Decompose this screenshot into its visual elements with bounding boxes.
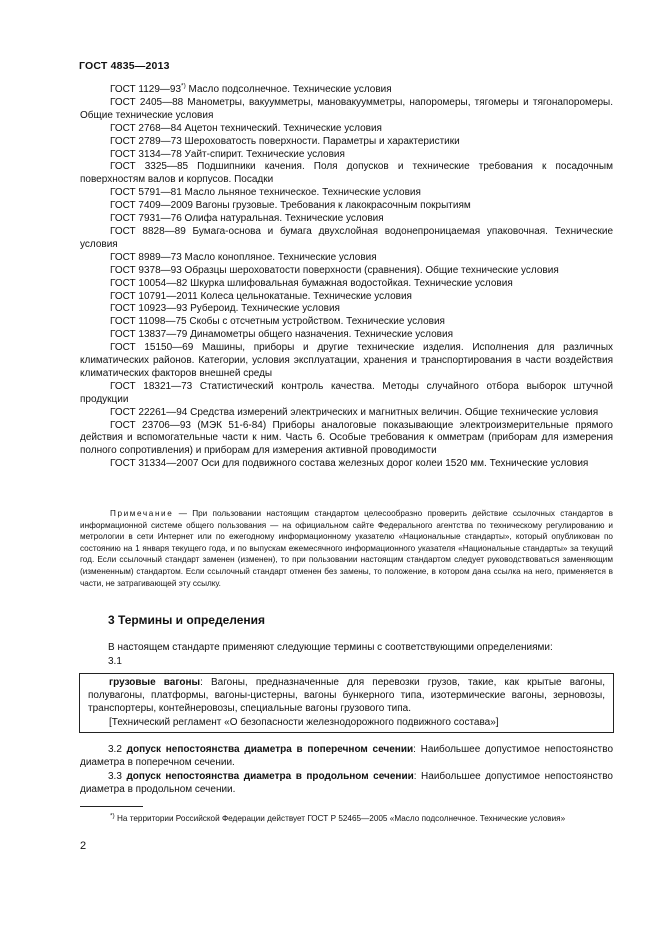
reference-item	[80, 458, 613, 471]
reference-title: Скобы с отсчетным устройством. Технические условия	[186, 316, 445, 328]
reference-code: ГОСТ 7409—2009	[110, 200, 193, 212]
note-text: — При пользовании настоящим стандартом целесообразно проверить действие ссылочных стандартов в информационной системе общего пользования — на официальном сайте Федерального агентства по техническому регулированию и метрологии в сети Интернет или по ежегодному информационному указателю «Национальные стандарты», который опубликован по состоянию на 1 января текущего года, и по выпускам ежемесячного информационного указателя «Национальные стандарты» за текущий год. Если ссылочный стандарт заменен (изменен), то при пользовании настоящим стандартом следует руководствоваться заменяющим (измененным) стандартом. Если ссылочный стандарт отменен без замены, то положение, в котором дана ссылка на него, применяется в части, не затрагивающей эту ссылку.	[80, 509, 613, 588]
term-number: 3.2	[108, 744, 122, 755]
term-item	[80, 770, 613, 796]
term-name: допуск непостоянства диаметра в продольном сечении	[126, 770, 414, 782]
reference-item	[80, 316, 613, 329]
reference-title: Манометры, вакуумметры, мановакуумметры, напоромеры, тягомеры и тягонапоромеры. Общие технические условия	[80, 96, 613, 121]
section-intro	[80, 641, 613, 668]
reference-code: ГОСТ 23706—93	[110, 419, 191, 431]
reference-item	[80, 265, 613, 278]
section-title: 3 Термины и определения	[108, 613, 266, 627]
term-number: 3.1	[108, 655, 122, 667]
reference-item	[80, 149, 613, 162]
reference-title: Шероховатость поверхности. Параметры и характеристики	[181, 135, 460, 147]
reference-code: ГОСТ 13837—79	[110, 329, 188, 341]
reference-title: Масло конопляное. Технические условия	[181, 251, 377, 263]
footnote-mark: *)	[181, 82, 186, 90]
reference-item	[80, 161, 613, 187]
reference-item	[80, 420, 613, 459]
footnote-mark: *)	[110, 812, 115, 820]
document-header: ГОСТ 4835—2013	[79, 60, 170, 72]
page-number: 2	[80, 840, 87, 852]
reference-title: Бумага-основа и бумага двухслойная водонепроницаемая упаковочная. Технические условия	[80, 225, 614, 250]
reference-item	[80, 278, 613, 291]
definition-text	[88, 676, 605, 716]
definition-box	[79, 673, 614, 733]
reference-title: Олифа натуральная. Технические условия	[181, 213, 384, 225]
reference-title: (МЭК 51-6-84) Приборы аналоговые показывающие электроизмерительные прямого действия и вспомогательные части к ним. Часть 6. Особые требования к омметрам (приборам для измерения полного сопротивления) и приборам для измерения активной проводимости	[80, 419, 613, 457]
reference-title: Динамометры общего назначения. Технические условия	[187, 329, 453, 341]
intro-text: В настоящем стандарте применяют следующие термины с соответствующими определениями:	[108, 642, 553, 653]
reference-item	[80, 342, 613, 381]
reference-title: Шкурка шлифовальная бумажная водостойкая. Технические условия	[187, 277, 513, 289]
term-definition: : Наибольшее допустимое непостоянство диаметра в продольном сечении.	[80, 770, 613, 796]
reference-item	[80, 226, 613, 252]
term-item	[80, 743, 613, 769]
reference-title: Подшипники качения. Поля допусков и технические требования к посадочным поверхностям валов и корпусов. Посадки	[80, 161, 613, 186]
definition-source: [Технический регламент «О безопасности железнодорожного подвижного состава»]	[109, 716, 499, 728]
reference-title: Оси для подвижного состава железных дорог колеи 1520 мм. Технические условия	[198, 458, 589, 470]
reference-title: Масло льняное техническое. Технические условия	[181, 187, 421, 199]
term-definition: : Вагоны, предназначенные для перевозки грузов, такие, как крытые вагоны, полувагоны, платформы, вагоны-цистерны, вагоны бункерного типа, изотермические вагоны, зерновозы, транспортеры, контейнеровозы, специальные вагоны грузового типа.	[88, 677, 605, 715]
reference-code: ГОСТ 10923—93	[110, 303, 188, 315]
reference-item	[80, 84, 613, 97]
reference-code: ГОСТ 2405—88	[110, 96, 184, 108]
reference-code: ГОСТ 5791—81	[110, 187, 182, 199]
reference-code: ГОСТ 2768—84	[110, 122, 182, 134]
reference-code: ГОСТ 31334—2007	[110, 458, 199, 470]
reference-item	[80, 136, 613, 149]
term-number: 3.3	[108, 770, 122, 782]
reference-title: Машины, приборы и другие технические изделия. Исполнения для различных климатических районов. Категории, условия эксплуатации, хранения и транспортирования в части воздействия климатических факторов внешней среды	[80, 342, 614, 379]
reference-item	[80, 303, 613, 316]
reference-code: ГОСТ 1129—93	[110, 84, 182, 95]
reference-title: Средства измерений электрических и магнитных величин. Общие технические условия	[187, 406, 599, 418]
reference-title: Образцы шероховатости поверхности (сравнения). Общие технические условия	[181, 264, 559, 276]
reference-item	[80, 291, 613, 304]
reference-item	[80, 381, 613, 407]
reference-item	[80, 187, 613, 200]
reference-code: ГОСТ 7931—76	[110, 213, 182, 225]
reference-title: Уайт-спирит. Технические условия	[181, 148, 345, 160]
reference-code: ГОСТ 18321—73	[110, 380, 193, 392]
reference-item	[80, 123, 613, 136]
reference-title: Вагоны грузовые. Требования к лакокрасочным покрытиям	[192, 200, 471, 212]
reference-item	[80, 200, 613, 213]
reference-code: ГОСТ 3325—85	[110, 161, 189, 173]
reference-item	[80, 329, 613, 342]
term-name: грузовые вагоны	[109, 677, 201, 688]
reference-code: ГОСТ 10054—82	[110, 277, 188, 289]
reference-code: ГОСТ 15150—69	[110, 342, 194, 354]
reference-title: Масло подсолнечное. Технические условия	[185, 84, 392, 95]
reference-code: ГОСТ 8828—89	[110, 225, 186, 237]
reference-title: Статистический контроль качества. Методы случайного отбора выборок штучной продукции	[80, 380, 613, 405]
term-name: допуск непостоянства диаметра в поперечном сечении	[126, 744, 414, 755]
term-definition: : Наибольшее допустимое непостоянство диаметра в поперечном сечении.	[80, 744, 614, 769]
note-paragraph	[80, 508, 613, 589]
reference-title: Колеса цельнокатаные. Технические условия	[197, 290, 412, 302]
note-label: Примечание	[110, 509, 174, 518]
reference-item	[80, 97, 613, 123]
reference-item	[80, 252, 613, 265]
reference-code: ГОСТ 8989—73	[110, 251, 182, 263]
footnote-divider	[80, 806, 143, 807]
reference-title: Рубероид. Технические условия	[187, 303, 340, 315]
reference-item	[80, 407, 613, 420]
normative-references-list	[80, 84, 613, 471]
reference-title: Ацетон технический. Технические условия	[181, 122, 382, 134]
footnote	[80, 813, 613, 825]
reference-code: ГОСТ 10791—2011	[110, 290, 198, 302]
terms-list	[80, 743, 613, 796]
reference-item	[80, 213, 613, 226]
footnote-text: На территории Российской Федерации действует ГОСТ Р 52465—2005 «Масло подсолнечное. Технические условия»	[114, 814, 566, 823]
reference-code: ГОСТ 9378—93	[110, 264, 182, 276]
reference-code: ГОСТ 11098—75	[110, 316, 187, 328]
reference-code: ГОСТ 3134—78	[110, 148, 182, 160]
reference-code: ГОСТ 22261—94	[110, 406, 188, 418]
reference-code: ГОСТ 2789—73	[110, 135, 182, 147]
